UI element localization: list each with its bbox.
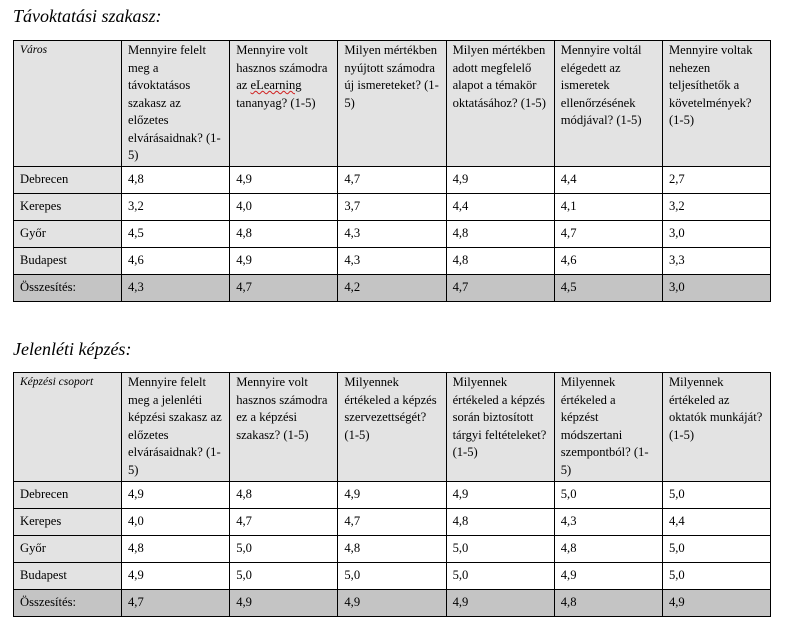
table-row: [14, 220, 771, 247]
table-cell: 4,3: [338, 247, 446, 274]
row-label: Összesítés:: [14, 590, 122, 617]
table-cell: 3,0: [662, 274, 770, 301]
table-cell: 2,7: [662, 166, 770, 193]
table-row: [14, 563, 771, 590]
column-header-group: Képzési csoport: [14, 373, 122, 482]
table-cell: 4,7: [554, 220, 662, 247]
row-label: Győr: [14, 220, 122, 247]
row-label: Budapest: [14, 563, 122, 590]
table-cell: 4,9: [230, 166, 338, 193]
table-cell: 4,4: [554, 166, 662, 193]
header-row: [14, 373, 771, 482]
column-header: Milyen mértékben nyújtott számodra új ismereteket? (1-5): [338, 41, 446, 167]
table-cell: 4,7: [230, 509, 338, 536]
table-cell: 5,0: [554, 482, 662, 509]
attendance-section-title: Jelenléti képzés:: [13, 339, 132, 359]
table-cell: 5,0: [662, 536, 770, 563]
table-cell: 4,5: [122, 220, 230, 247]
table-cell: 4,8: [122, 166, 230, 193]
table-cell: 4,8: [554, 590, 662, 617]
table-cell: 4,9: [446, 482, 554, 509]
total-row: [14, 590, 771, 617]
column-header-city: Város: [14, 41, 122, 167]
header-row: [14, 41, 771, 167]
total-row: [14, 274, 771, 301]
distance-learning-table: [13, 40, 771, 302]
column-header: Mennyire felelt meg a jelenléti képzési szakasz az előzetes elvárásaidnak? (1-5): [122, 373, 230, 482]
table-cell: 4,9: [446, 590, 554, 617]
table-cell: 3,7: [338, 193, 446, 220]
table-cell: 4,7: [338, 509, 446, 536]
column-header: Milyennek értékeled az oktatók munkáját? (1-5): [662, 373, 770, 482]
column-header: Mennyire volt hasznos számodra ez a képzési szakasz? (1-5): [230, 373, 338, 482]
table-cell: 5,0: [230, 563, 338, 590]
table-cell: 5,0: [230, 536, 338, 563]
table-cell: 4,7: [230, 274, 338, 301]
column-header: Milyennek értékeled a képzést módszertani szempontból? (1-5): [554, 373, 662, 482]
table-row: [14, 509, 771, 536]
column-header: Mennyire voltak nehezen teljesíthetők a követelmények? (1-5): [662, 41, 770, 167]
table-cell: 4,9: [230, 590, 338, 617]
table-cell: 4,9: [122, 563, 230, 590]
table-cell: 3,2: [662, 193, 770, 220]
table-cell: 4,3: [338, 220, 446, 247]
row-label: Kerepes: [14, 193, 122, 220]
table-cell: 4,4: [446, 193, 554, 220]
table-cell: 4,9: [338, 482, 446, 509]
table-cell: 5,0: [662, 482, 770, 509]
table-cell: 4,0: [122, 509, 230, 536]
table-cell: 3,3: [662, 247, 770, 274]
table-row: [14, 193, 771, 220]
column-header: Milyennek értékeled a képzés során biztosított tárgyi feltételeket? (1-5): [446, 373, 554, 482]
table-row: [14, 247, 771, 274]
table-cell: 3,0: [662, 220, 770, 247]
table-cell: 3,2: [122, 193, 230, 220]
table-cell: 4,3: [554, 509, 662, 536]
column-header: Mennyire volt hasznos számodra az eLearning tananyag? (1-5): [230, 41, 338, 167]
table-cell: 4,7: [446, 274, 554, 301]
table-cell: 5,0: [446, 536, 554, 563]
table-cell: 4,8: [554, 536, 662, 563]
table-cell: 4,8: [446, 509, 554, 536]
table-row: [14, 166, 771, 193]
table-cell: 5,0: [338, 563, 446, 590]
table-cell: 4,1: [554, 193, 662, 220]
table-cell: 4,6: [122, 247, 230, 274]
table-cell: 4,8: [230, 220, 338, 247]
table-cell: 4,9: [554, 563, 662, 590]
table-row: [14, 536, 771, 563]
table-cell: 4,9: [662, 590, 770, 617]
row-label: Győr: [14, 536, 122, 563]
table-cell: 4,4: [662, 509, 770, 536]
table-cell: 4,8: [446, 247, 554, 274]
column-header: Milyen mértékben adott megfelelő alapot a témakör oktatásához? (1-5): [446, 41, 554, 167]
row-label: Összesítés:: [14, 274, 122, 301]
table-cell: 4,7: [338, 166, 446, 193]
table-cell: 4,9: [230, 247, 338, 274]
table-cell: 4,3: [122, 274, 230, 301]
table-row: [14, 482, 771, 509]
attendance-training-table: [13, 372, 771, 617]
table-cell: 5,0: [446, 563, 554, 590]
table-cell: 4,2: [338, 274, 446, 301]
table-cell: 4,9: [338, 590, 446, 617]
row-label: Debrecen: [14, 166, 122, 193]
table-cell: 4,9: [446, 166, 554, 193]
table-cell: 4,6: [554, 247, 662, 274]
table-cell: 4,0: [230, 193, 338, 220]
table-cell: 4,9: [122, 482, 230, 509]
table-cell: 4,5: [554, 274, 662, 301]
row-label: Budapest: [14, 247, 122, 274]
table-cell: 4,8: [230, 482, 338, 509]
table-cell: 5,0: [662, 563, 770, 590]
table-cell: 4,8: [338, 536, 446, 563]
row-label: Kerepes: [14, 509, 122, 536]
table-cell: 4,8: [446, 220, 554, 247]
column-header: Mennyire felelt meg a távoktatásos szakasz az előzetes elvárásaidnak? (1-5): [122, 41, 230, 167]
column-header: Mennyire voltál elégedett az ismeretek ellenőrzésének módjával? (1-5): [554, 41, 662, 167]
table-cell: 4,8: [122, 536, 230, 563]
column-header: Milyennek értékeled a képzés szervezettségét? (1-5): [338, 373, 446, 482]
row-label: Debrecen: [14, 482, 122, 509]
table-cell: 4,7: [122, 590, 230, 617]
distance-section-title: Távoktatási szakasz:: [13, 6, 162, 26]
